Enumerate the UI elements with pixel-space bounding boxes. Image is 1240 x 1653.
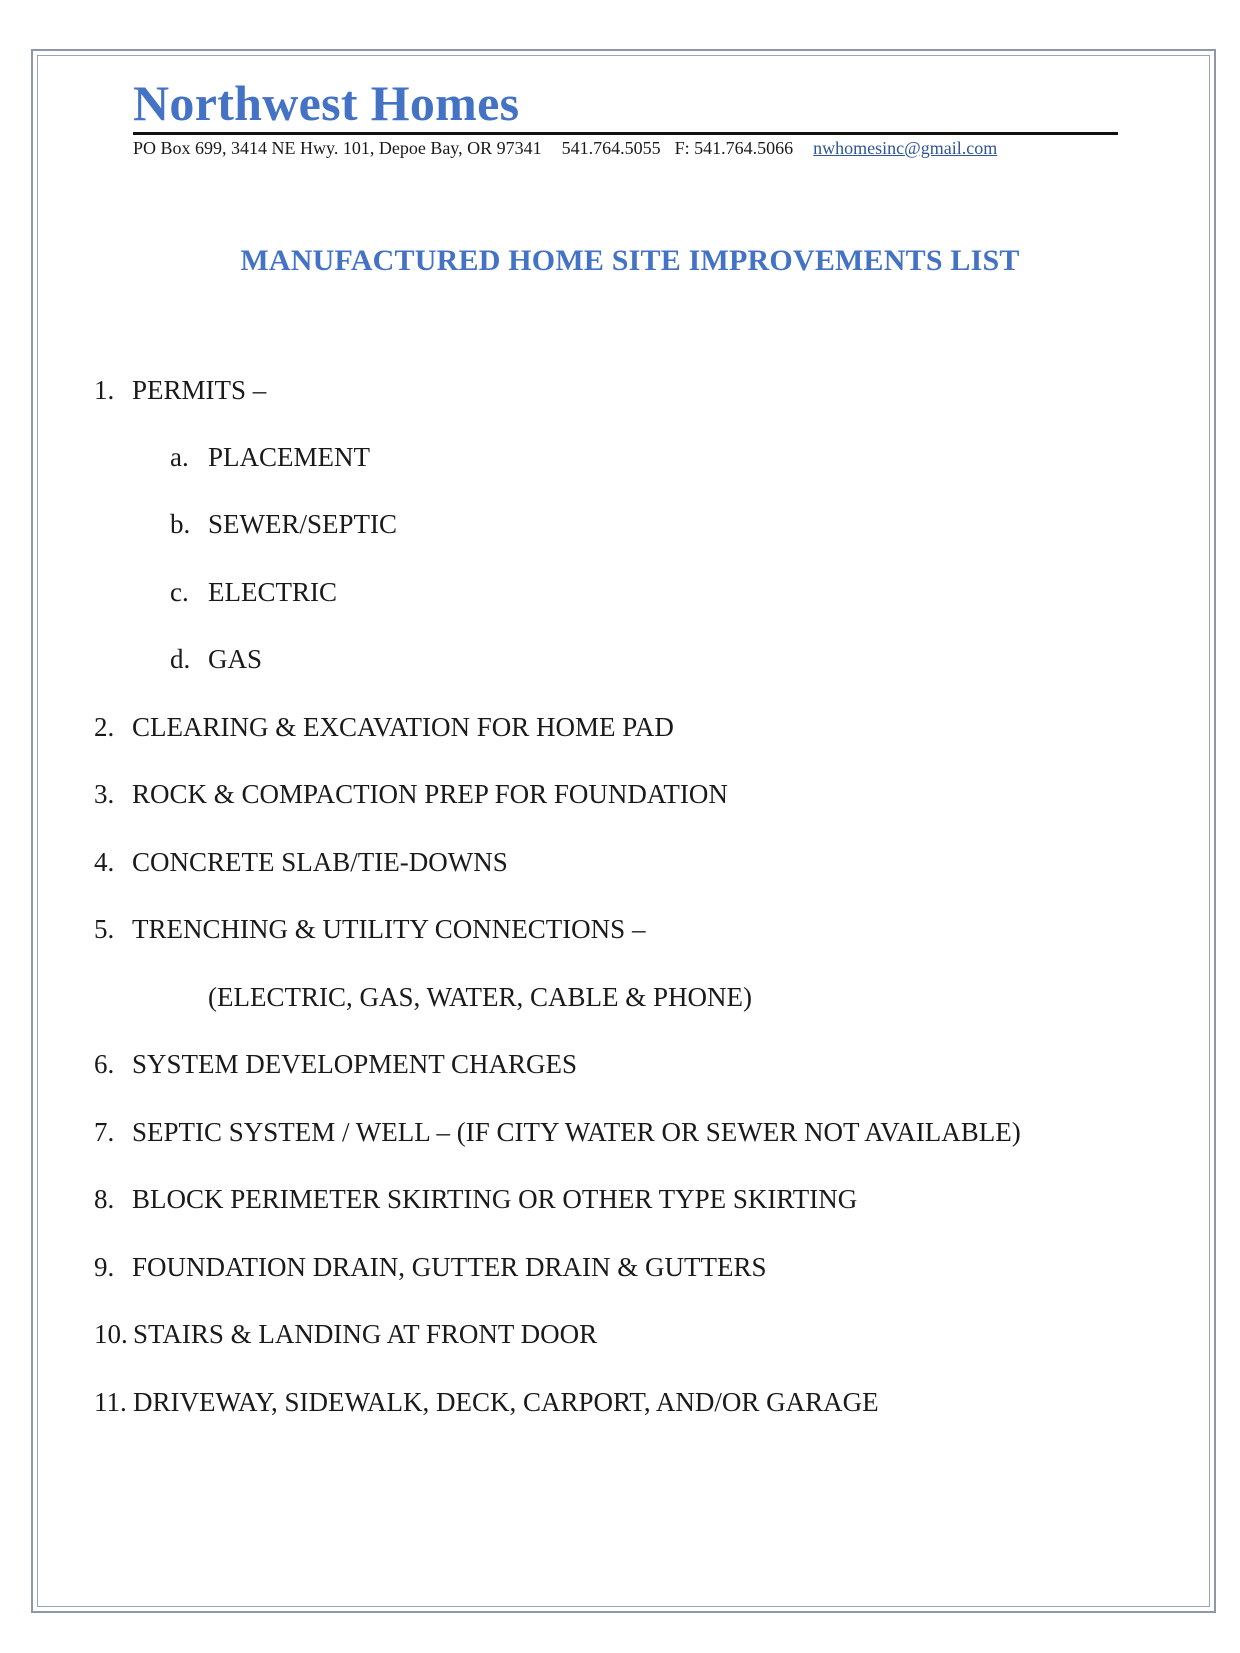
item-number: 8.: [94, 1184, 115, 1214]
item-text: DRIVEWAY, SIDEWALK, DECK, CARPORT, AND/OR GARAGE: [133, 1387, 879, 1417]
item-text: SEWER/SEPTIC: [208, 509, 398, 539]
page-border-inner: [37, 55, 1210, 1607]
item-number: c.: [170, 577, 189, 607]
item-number: 7.: [94, 1117, 115, 1147]
item-number: b.: [170, 509, 191, 539]
item-number: 9.: [94, 1252, 115, 1282]
phone: 541.764.5055: [561, 138, 661, 158]
item-number: 1.: [94, 375, 115, 405]
fax: F: 541.764.5066: [674, 138, 794, 158]
item-number: 2.: [94, 712, 115, 742]
item-text: BLOCK PERIMETER SKIRTING OR OTHER TYPE SKIRTING: [132, 1184, 858, 1214]
item-number: 5.: [94, 914, 115, 944]
item-number: 3.: [94, 779, 115, 809]
address: PO Box 699, 3414 NE Hwy. 101, Depoe Bay, OR 97341: [133, 138, 542, 158]
item-text: FOUNDATION DRAIN, GUTTER DRAIN & GUTTERS: [132, 1252, 767, 1282]
item-number: d.: [170, 644, 191, 674]
email-link[interactable]: nwhomesinc@gmail.com: [813, 138, 998, 158]
item-text: GAS: [208, 644, 263, 674]
item-text: PLACEMENT: [208, 442, 370, 472]
item-text: TRENCHING & UTILITY CONNECTIONS –: [132, 914, 646, 944]
item-text: ROCK & COMPACTION PREP FOR FOUNDATION: [132, 779, 728, 809]
item-number: 10.: [94, 1319, 128, 1349]
item-text: (ELECTRIC, GAS, WATER, CABLE & PHONE): [208, 982, 752, 1012]
item-number: 6.: [94, 1049, 115, 1079]
item-number: a.: [170, 442, 189, 472]
document-title: MANUFACTURED HOME SITE IMPROVEMENTS LIST: [240, 244, 1020, 277]
item-text: ELECTRIC: [208, 577, 337, 607]
item-text: CLEARING & EXCAVATION FOR HOME PAD: [132, 712, 674, 742]
contact-line: [133, 138, 997, 160]
item-text: SYSTEM DEVELOPMENT CHARGES: [132, 1049, 578, 1079]
item-number: 11.: [94, 1387, 127, 1417]
company-name: Northwest Homes: [133, 75, 520, 131]
item-text: STAIRS & LANDING AT FRONT DOOR: [133, 1319, 598, 1349]
item-text: PERMITS –: [132, 375, 267, 405]
item-text: CONCRETE SLAB/TIE-DOWNS: [132, 847, 508, 877]
header-rule: [133, 132, 1118, 135]
item-number: 4.: [94, 847, 115, 877]
item-text: SEPTIC SYSTEM / WELL – (IF CITY WATER OR SEWER NOT AVAILABLE): [132, 1117, 1021, 1147]
